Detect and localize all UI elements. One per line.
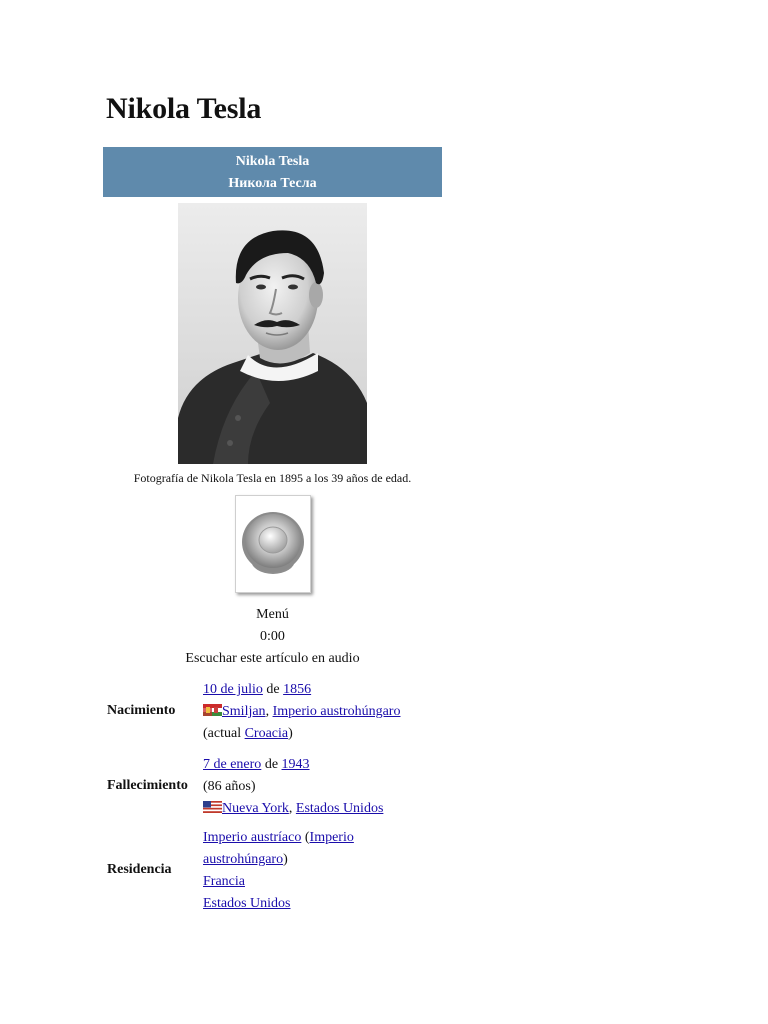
speaker-icon[interactable] [236, 496, 310, 592]
residence-value [203, 827, 354, 915]
audio-time: 0:00 [260, 629, 285, 644]
residence-line-3 [203, 871, 354, 893]
death-value [203, 754, 383, 820]
birth-current-suffix: ) [288, 726, 293, 741]
residence-france-link[interactable]: Francia [203, 874, 245, 889]
birth-place-line [203, 701, 400, 723]
death-year-link[interactable]: 1943 [281, 757, 310, 772]
death-day-link[interactable]: 7 de enero [203, 757, 262, 772]
birth-country-link[interactable]: Imperio austrohúngaro [272, 704, 401, 719]
austria-hungary-flag-icon [203, 704, 222, 716]
residence-usa-link[interactable]: Estados Unidos [203, 896, 291, 911]
death-label: Fallecimiento [107, 778, 188, 793]
photo-caption: Fotografía de Nikola Tesla en 1895 a los 39 años de edad. [133, 471, 412, 485]
birth-label: Nacimiento [107, 703, 176, 718]
death-country-link[interactable]: Estados Unidos [295, 801, 384, 816]
birth-place-link[interactable]: Smiljan [222, 704, 266, 719]
usa-flag-icon [203, 801, 222, 813]
page-title: Nikola Tesla [106, 92, 262, 125]
birth-de: de [262, 682, 284, 697]
infobox-header [103, 147, 442, 197]
death-place-line [203, 798, 383, 820]
death-comma: , [288, 801, 296, 816]
audio-player[interactable] [235, 495, 311, 593]
audio-menu-label[interactable]: Menú [256, 607, 289, 622]
birth-date-line [203, 679, 400, 701]
residence-close-paren: ) [283, 852, 288, 867]
birth-current-prefix: (actual [203, 726, 245, 741]
residence-label: Residencia [107, 862, 172, 877]
birth-current-line [203, 723, 400, 745]
residence-line-1 [203, 827, 354, 849]
death-age: (86 años) [203, 779, 256, 794]
infobox-name-native: Никола Тесла [228, 176, 317, 191]
residence-open-paren: ( [301, 830, 310, 845]
portrait-photo [178, 203, 367, 464]
birth-year-link[interactable]: 1856 [283, 682, 312, 697]
infobox-name: Nikola Tesla [235, 154, 310, 169]
residence-austrian-empire-link[interactable]: Imperio austríaco [203, 830, 302, 845]
birth-comma: , [265, 704, 273, 719]
portrait-illustration [178, 203, 367, 464]
birth-current-link[interactable]: Croacia [244, 726, 289, 741]
death-place-link[interactable]: Nueva York [222, 801, 289, 816]
death-de: de [261, 757, 282, 772]
birth-value [203, 679, 400, 745]
residence-imperio-link[interactable]: Imperio [309, 830, 354, 845]
audio-description: Escuchar este artículo en audio [185, 651, 360, 666]
death-date-line [203, 754, 383, 776]
residence-line-2 [203, 849, 354, 871]
residence-austrohungaro-link[interactable]: austrohúngaro [203, 852, 284, 867]
residence-line-4 [203, 893, 354, 915]
birth-day-link[interactable]: 10 de julio [203, 682, 263, 697]
